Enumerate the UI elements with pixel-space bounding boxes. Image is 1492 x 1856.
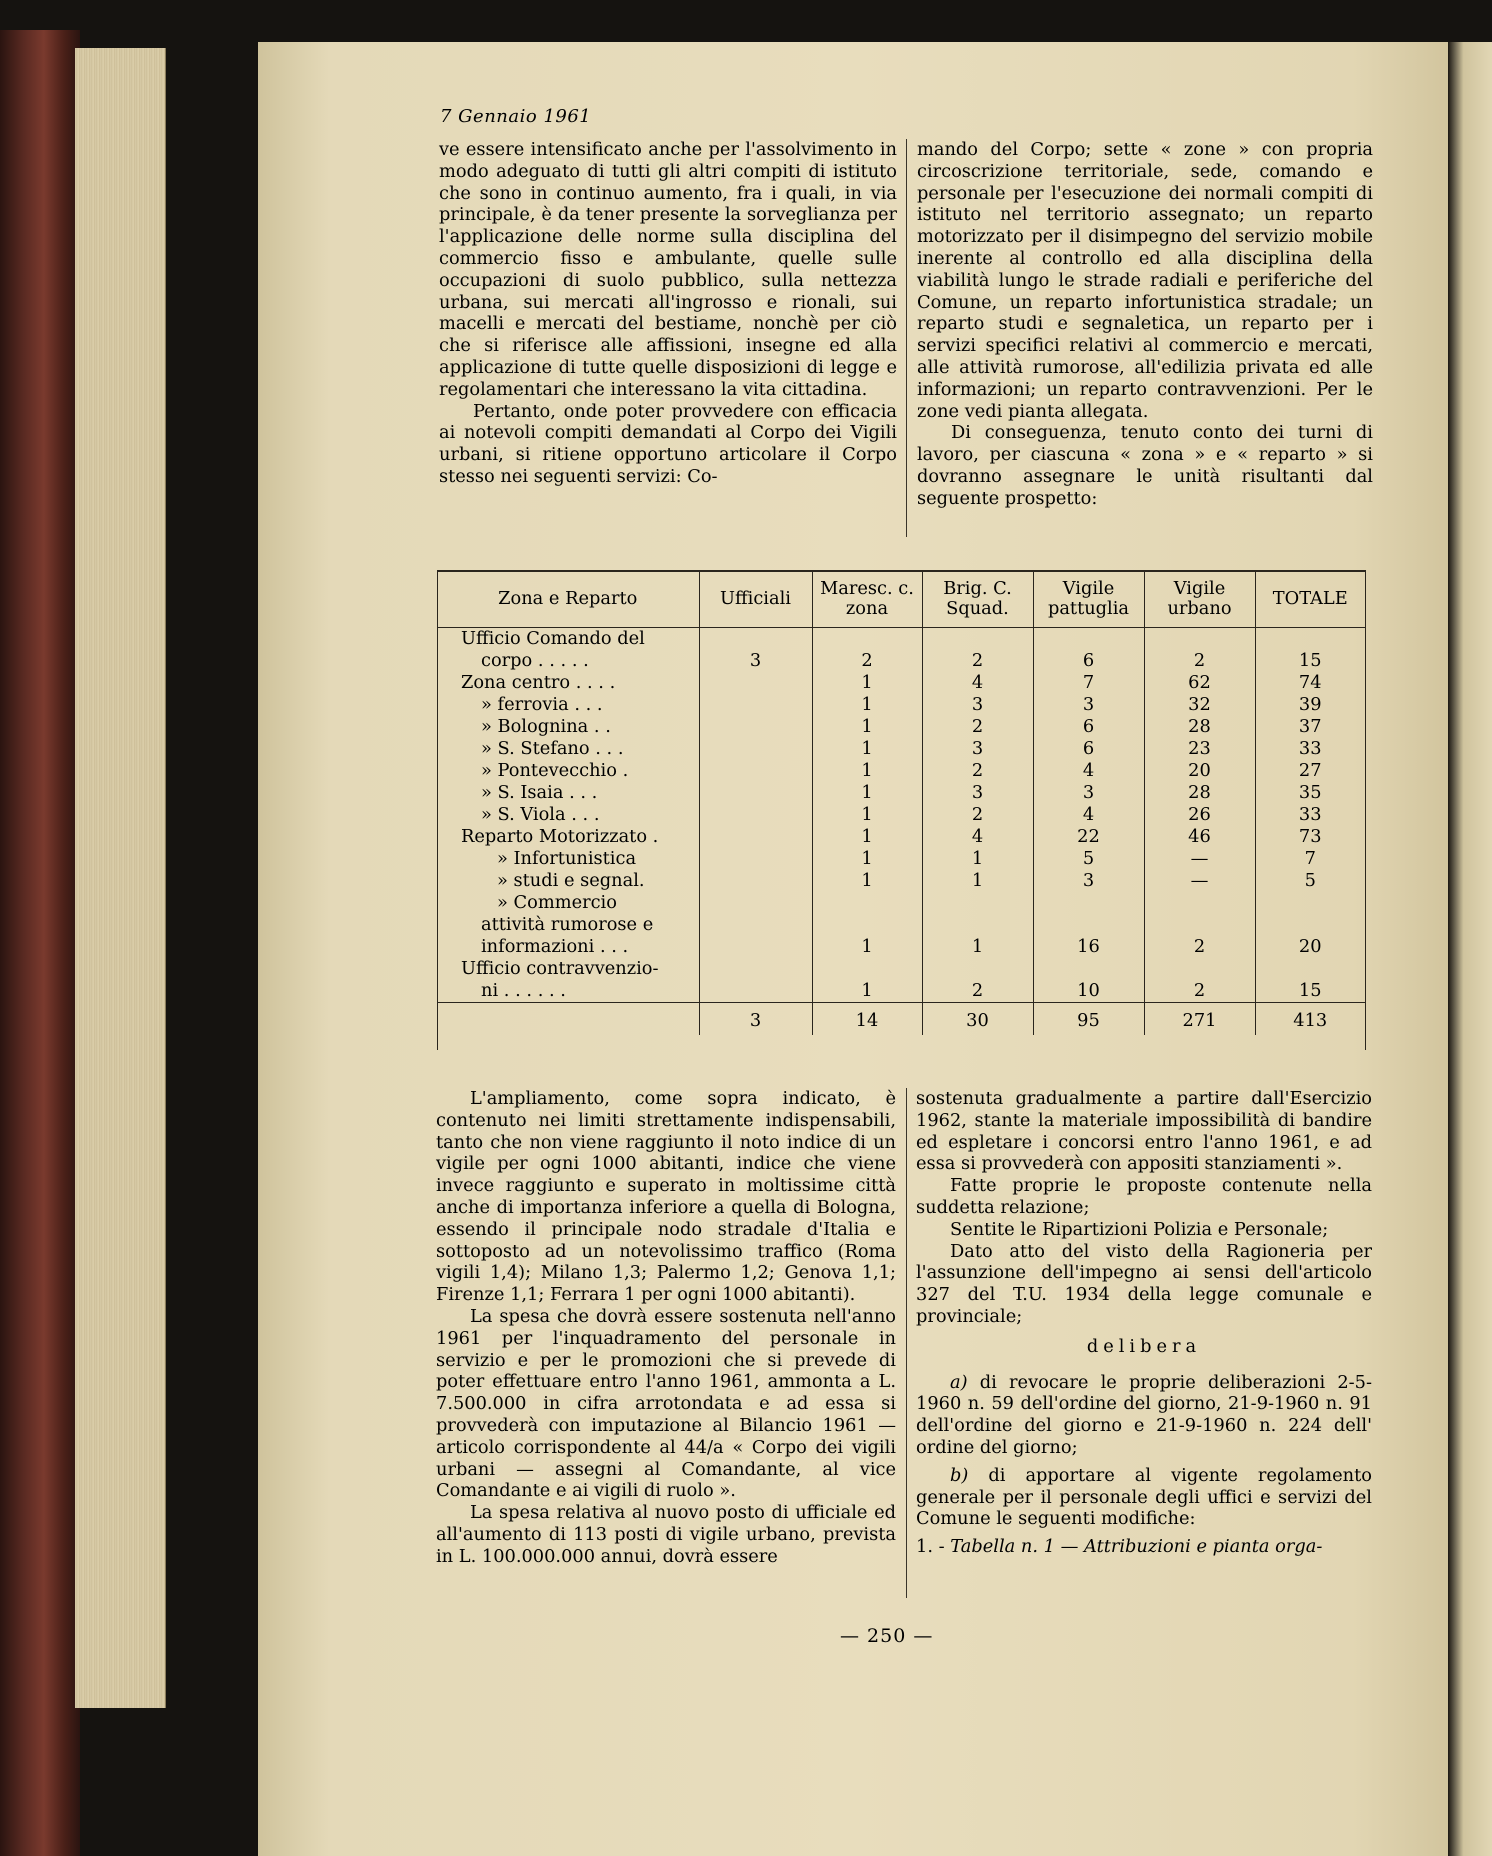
cell: 1 [812,936,922,958]
table-row [437,716,1365,738]
cell: 4 [922,826,1033,848]
cell [699,738,812,760]
cell: 2 [922,760,1033,782]
cell: 7 [1255,848,1365,870]
cell [699,892,812,914]
cell: 2 [1144,936,1255,958]
paragraph: Dato atto del visto della Ragioneria per l'assunzione dell'impegno ai sensi dell'articolo 327 del T.U. 1934 della legge comunale e provinciale; [916,1240,1372,1327]
staff-table [437,571,1365,1035]
cell: 3 [922,694,1033,716]
cell: 15 [1255,980,1365,1003]
cell: 39 [1255,694,1365,716]
header-vigile-pattuglia: Vigile pattuglia [1033,571,1144,628]
top-right-column [917,139,1373,510]
cell [812,914,922,936]
cell [699,694,812,716]
cell: 33 [1255,804,1365,826]
cell: 1 [812,804,922,826]
cell: 2 [922,804,1033,826]
cell: 2 [922,980,1033,1003]
row-label: » S. Viola . . . [481,804,600,825]
cell: 46 [1144,826,1255,848]
cell: 1 [812,738,922,760]
table-row [437,870,1365,892]
header-maresc: Maresc. c. zona [812,571,922,628]
cell: 3 [1033,870,1144,892]
paragraph: Fatte proprie le proposte contenute nella suddetta relazione; [916,1175,1372,1218]
item-1-title: Tabella n. 1 — Attribuzioni e pianta orga- [950,1536,1323,1558]
total-cell: 95 [1033,1003,1144,1036]
bottom-left-column [436,1088,896,1568]
column-divider [906,1088,907,1598]
paragraph-a [916,1372,1372,1459]
column-divider [906,139,907,537]
row-label: » S. Stefano . . . [481,738,624,759]
table-row [437,760,1365,782]
cell [699,958,812,980]
item-a-label: a) [950,1371,968,1393]
cell [922,892,1033,914]
table-row [437,738,1365,760]
paragraph: Sentite le Ripartizioni Polizia e Personale; [950,1218,1329,1240]
cell: 2 [812,650,922,672]
cell: 1 [922,848,1033,870]
paragraph: ve essere intensificato anche per l'assolvimento in modo adeguato di tutti gli altri compiti di istituto che sono in continuo aumento, fra i quali, in via principale, è da tener presente la sorveglianza per l'applicazione delle norme sulla disciplina del commercio fisso e ambulante, quelle sulle occupazioni di suolo pubblico, sulla nettezza urbana, sui mercati all'ingrosso e rionali, sui macelli e mercati del bestiame, nonchè per ciò che si riferisce alle affissioni, insegne ed alla applicazione di tutte quelle disposizioni di legge e regolamentari che interessano la vita cittadina. [439,139,897,400]
cell [699,804,812,826]
cell [1033,914,1144,936]
cell: 6 [1033,650,1144,672]
cell: 1 [812,980,922,1003]
cell [699,826,812,848]
total-cell: 30 [922,1003,1033,1036]
cell: 3 [922,782,1033,804]
cell: 1 [812,694,922,716]
header-vigile-urbano: Vigile urbano [1144,571,1255,628]
row-label: » S. Isaia . . . [481,782,598,803]
cell [1144,958,1255,980]
cell: 16 [1033,936,1144,958]
cell: 20 [1144,760,1255,782]
cell: 1 [812,716,922,738]
paragraph-b [916,1465,1372,1530]
table-right-rule [1365,570,1366,1050]
cell [812,892,922,914]
row-label: Ufficio contravvenzio- [461,958,659,979]
cell: 1 [812,826,922,848]
cell: 1 [922,936,1033,958]
paragraph: sostenuta gradualmente a partire dall'Esercizio 1962, stante la materiale impossibilità di bandire ed espletare i concorsi entro l'anno 1961, e ad essa si provvederà con appositi stanziamenti ». [916,1088,1372,1175]
cell: 73 [1255,826,1365,848]
cell [699,980,812,1003]
cell: 37 [1255,716,1365,738]
table-row [437,958,1365,980]
table-row [437,980,1365,1003]
cell [699,914,812,936]
row-label: Ufficio Comando del [461,628,645,649]
paragraph: La spesa relativa al nuovo posto di ufficiale ed all'aumento di 113 posti di vigile urbano, prevista in L. 100.000.000 annui, dovrà essere [436,1502,896,1567]
cell: 28 [1144,716,1255,738]
row-label: » Commercio [497,892,617,913]
cell [699,672,812,694]
cell: 62 [1144,672,1255,694]
row-label: » Pontevecchio . [481,760,629,781]
cell [699,870,812,892]
cell: 1 [812,870,922,892]
cell: 4 [1033,804,1144,826]
total-cell: 14 [812,1003,922,1036]
cell [922,914,1033,936]
cell: 32 [1144,694,1255,716]
paragraph: La spesa che dovrà essere sostenuta nell'anno 1961 per l'inquadramento del personale in servizio e per le promozioni che si prevede di poter effettuare entro l'anno 1961, ammonta a L. 7.500.000 in cifra arrotondata e ad essa si provvederà con imputazione al Bilancio 1961 — articolo corrispondente al 44/a « Corpo dei vigili urbani — assegni al Comandante, al vice Comandante e ai vigili di ruolo ». [436,1305,896,1502]
cell [699,760,812,782]
cell: 23 [1144,738,1255,760]
page-number: — 250 — [840,1625,934,1647]
cell: 27 [1255,760,1365,782]
bottom-right-column [916,1088,1372,1558]
page-stack [75,48,166,1708]
cell [1033,892,1144,914]
table-row [437,826,1365,848]
row-label: » Infortunistica [497,848,637,869]
table-row [437,936,1365,958]
paragraph: L'ampliamento, come sopra indicato, è contenuto nei limiti strettamente indispensabili, tanto che non viene raggiunto il noto indice di un vigile per ogni 1000 abitanti, indice che viene invece raggiunto e superato in moltissime città anche di importanza inferiore a quella di Bologna, essendo il principale nodo stradale d'Italia e sottoposto ad un notevolissimo traffico (Roma vigili 1,4); Milano 1,3; Palermo 1,2; Genova 1,1; Firenze 1,1; Ferrara 1 per ogni 1000 abitanti). [436,1088,896,1306]
cell [922,958,1033,980]
row-label: » ferrovia . . . [481,694,603,715]
table-row [437,804,1365,826]
next-page-edge [1448,42,1492,1856]
cell: 2 [1144,650,1255,672]
cell: 28 [1144,782,1255,804]
header-totale: TOTALE [1255,571,1365,628]
cell: 35 [1255,782,1365,804]
cell: 2 [1144,980,1255,1003]
cell: 6 [1033,716,1144,738]
paragraph: Pertanto, onde poter provvedere con efficacia ai notevoli compiti demandati al Corpo dei Vigili urbani, si ritiene opportuno articolare il Corpo stesso nei seguenti servizi: Co- [439,400,897,487]
table-row [437,782,1365,804]
cell [1255,914,1365,936]
cell: — [1144,848,1255,870]
row-label: ni . . . . . . [481,980,566,1001]
cell [1255,628,1365,651]
cell: 26 [1144,804,1255,826]
cell: 22 [1033,826,1144,848]
cell [699,716,812,738]
cell: 2 [922,716,1033,738]
top-left-column [439,139,897,488]
cell: — [1144,870,1255,892]
cell: 33 [1255,738,1365,760]
paragraph: Di conseguenza, tenuto conto dei turni di lavoro, per ciascuna « zona » e « reparto » si dovranno assegnare le unità risultanti dal seguente prospetto: [917,422,1373,509]
cell [1255,892,1365,914]
cell: 3 [1033,694,1144,716]
cell: 1 [812,672,922,694]
cell [1255,958,1365,980]
row-label: informazioni . . . [481,936,629,957]
cell [1144,914,1255,936]
total-cell: 3 [699,1003,812,1036]
cell: 15 [1255,650,1365,672]
table-row [437,672,1365,694]
item-b-label: b) [950,1464,969,1486]
cell: 5 [1255,870,1365,892]
table-row [437,914,1365,936]
table-row [437,650,1365,672]
cell [699,782,812,804]
cell [699,848,812,870]
table-row [437,848,1365,870]
cell: 3 [1033,782,1144,804]
table-row [437,628,1365,651]
page-header-date: 7 Gennaio 1961 [440,106,592,127]
row-label: » Bolognina . . [481,716,611,737]
cell: 1 [922,870,1033,892]
row-label: attività rumorose e [481,914,654,935]
cell [699,936,812,958]
cell [699,628,812,651]
cell [922,628,1033,651]
cell: 3 [699,650,812,672]
book-cover-edge [0,30,80,1856]
item-1-prefix: 1. - [916,1536,951,1558]
header-brig: Brig. C. Squad. [922,571,1033,628]
delibera-heading: delibera [1086,1335,1202,1357]
row-label: » studi e segnal. [497,870,645,891]
cell: 7 [1033,672,1144,694]
cell: 20 [1255,936,1365,958]
table-row [437,892,1365,914]
cell: 4 [922,672,1033,694]
item-a-text: di revocare le proprie deliberazioni 2-5-1960 n. 59 dell'ordine del giorno, 21-9-1960 n. 91 dell'ordine del giorno e 21-9-1960 n. 224 dell' ordine del giorno; [916,1371,1372,1458]
cell: 2 [922,650,1033,672]
row-label: Reparto Motorizzato . [461,826,659,847]
cell: 1 [812,782,922,804]
cell: 10 [1033,980,1144,1003]
cell [1144,892,1255,914]
total-cell: 271 [1144,1003,1255,1036]
totals-label [437,1003,699,1036]
cell: 1 [812,848,922,870]
row-label: corpo . . . . . [481,650,589,671]
paragraph: mando del Corpo; sette « zone » con propria circoscrizione territoriale, sede, comando e personale per l'esecuzione dei normali compiti di istituto nel territorio assegnato; un reparto motorizzato per il disimpegno del servizio mobile inerente al controllo ed alla disciplina della viabilità lungo le strade radiali e periferiche del Comune, un reparto infortunistica stradale; un reparto studi e segnaletica, un reparto per i servizi specifici relativi al commercio e mercati, alle attività rumorose, all'edilizia privata ed alle informazioni; un reparto contravvenzioni. Per le zone vedi pianta allegata. [917,139,1373,422]
cell: 74 [1255,672,1365,694]
total-cell: 413 [1255,1003,1365,1036]
header-zona-reparto: Zona e Reparto [437,571,699,628]
table-row [437,694,1365,716]
cell: 4 [1033,760,1144,782]
cell: 3 [922,738,1033,760]
cell [812,628,922,651]
cell: 5 [1033,848,1144,870]
cell [812,958,922,980]
cell [1033,958,1144,980]
cell [1144,628,1255,651]
header-ufficiali: Ufficiali [699,571,812,628]
row-label: Zona centro . . . . [461,672,616,693]
totals-row [437,1003,1365,1036]
cell: 6 [1033,738,1144,760]
cell: 1 [812,760,922,782]
cell [1033,628,1144,651]
item-b-text: di apportare al vigente regolamento generale per il personale degli uffici e servizi del Comune le seguenti modifiche: [916,1464,1372,1530]
paragraph-item-1 [916,1536,1372,1558]
